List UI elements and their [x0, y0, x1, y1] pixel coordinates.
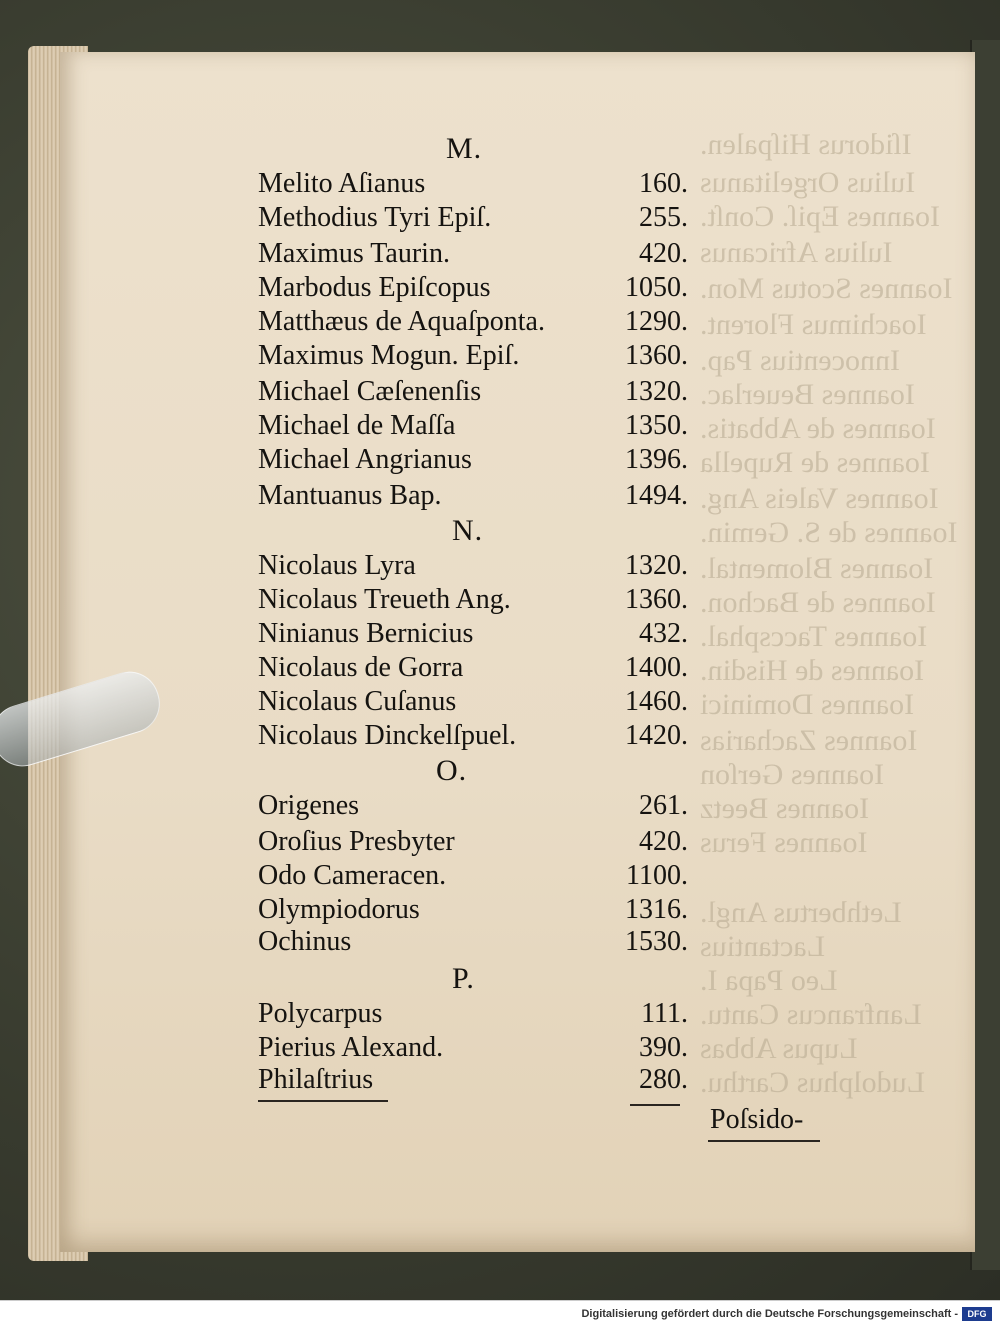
- entry-name: Ochinus: [258, 926, 352, 957]
- index-entry: [258, 790, 688, 824]
- entry-year: 1460.: [625, 686, 688, 717]
- index-entry: [258, 652, 688, 686]
- entry-name: Nicolaus de Gorra: [258, 652, 464, 683]
- catchword-underline: [708, 1140, 820, 1142]
- show-through-text: Iſidorus Hiſpalen. Iulius Orgelitanus Ioannes Epiſ. Conſt. Iulius Africanus Ioannes Scotus Mon. Ioachimus Florent. Innocentius Pap. Ioannes Beuerlac. Ioannes de Abbatis. Ioannes de Rupella Ioannes Valeis Ang. Ioannes de S. Gemin. Ioannes Blomental. Ioannes de Bachon. Ioannes Taccsphal. Ioannes de Hisdin. Ioannes Dominici Ioannes Zacharias Ioannes Gerſon Ioannes Beetz Ioannes Ferus Lethbertus Angl. Lactantius Leo Papa I. Lanfrancus Cantu. Lupus Abbas Ludolphus Carthu.: [700, 128, 958, 1099]
- entry-year: 420.: [639, 238, 688, 269]
- end-rule-left: [258, 1100, 388, 1102]
- section-heading-o: O.: [436, 754, 468, 787]
- entry-name: Polycarpus: [258, 998, 383, 1029]
- entry-year: 1494.: [625, 480, 688, 511]
- entry-year: 1396.: [625, 444, 688, 475]
- end-rule-right: [630, 1104, 680, 1106]
- entry-year: 1320.: [625, 376, 688, 407]
- entry-year: 1290.: [625, 306, 688, 337]
- entry-name: Methodius Tyri Epiſ.: [258, 202, 492, 233]
- entry-name: Philaſtrius: [258, 1064, 374, 1095]
- index-entry: [258, 584, 688, 618]
- index-entry: [258, 1032, 688, 1066]
- entry-name: Ninianus Bernicius: [258, 618, 474, 649]
- index-entry: [258, 168, 688, 202]
- entry-name: Origenes: [258, 790, 360, 821]
- entry-year: 1320.: [625, 550, 688, 581]
- index-entry: [258, 926, 688, 960]
- index-entry: [258, 894, 688, 928]
- index-entry: [258, 860, 688, 894]
- entry-name: Pierius Alexand.: [258, 1032, 444, 1063]
- catchword: Poſsido-: [710, 1104, 804, 1135]
- entry-name: Mantuanus Bap.: [258, 480, 442, 511]
- entry-year: 261.: [639, 790, 688, 821]
- entry-name: Maximus Mogun. Epiſ.: [258, 340, 520, 371]
- section-heading-n: N.: [452, 514, 484, 547]
- entry-name: Matthæus de Aquaſponta.: [258, 306, 545, 337]
- entry-name: Olympiodorus: [258, 894, 420, 925]
- entry-year: 1050.: [625, 272, 688, 303]
- section-heading-m: M.: [446, 132, 483, 165]
- entry-name: Odo Cameracen.: [258, 860, 447, 891]
- index-entry: [258, 480, 688, 514]
- entry-name: Michael Cæſenenſis: [258, 376, 482, 407]
- index-entry: [258, 550, 688, 584]
- index-entry: [258, 618, 688, 652]
- section-heading-p: P.: [452, 962, 475, 995]
- index-entry: [258, 272, 688, 306]
- entry-name: Nicolaus Dinckelſpuel.: [258, 720, 517, 751]
- index-entry: [258, 238, 688, 272]
- index-entry: [258, 826, 688, 860]
- entry-name: Melito Aſianus: [258, 168, 426, 199]
- entry-year: 1400.: [625, 652, 688, 683]
- entry-name: Marbodus Epiſcopus: [258, 272, 491, 303]
- entry-name: Michael Angrianus: [258, 444, 472, 475]
- footer-credit: Digitalisierung gefördert durch die Deutsche Forschungsgemeinschaft -: [581, 1308, 958, 1320]
- index-entry: [258, 686, 688, 720]
- entry-year: 432.: [639, 618, 688, 649]
- digitization-footer: [0, 1300, 1000, 1327]
- entry-year: 1360.: [625, 584, 688, 615]
- entry-year: 1316.: [625, 894, 688, 925]
- entry-name: Nicolaus Cuſanus: [258, 686, 457, 717]
- index-entry: [258, 444, 688, 478]
- entry-year: 111.: [641, 998, 688, 1029]
- entry-name: Nicolaus Lyra: [258, 550, 416, 581]
- entry-name: Maximus Taurin.: [258, 238, 450, 269]
- index-entry: [258, 998, 688, 1032]
- entry-name: Michael de Maſſa: [258, 410, 456, 441]
- entry-name: Oroſius Presbyter: [258, 826, 455, 857]
- entry-year: 255.: [639, 202, 688, 233]
- entry-year: 1100.: [626, 860, 688, 891]
- entry-year: 1420.: [625, 720, 688, 751]
- index-entry: [258, 720, 688, 754]
- index-entry: [258, 376, 688, 410]
- entry-year: 280.: [639, 1064, 688, 1095]
- index-entry: [258, 410, 688, 444]
- index-entry: [258, 306, 688, 340]
- index-entry: [258, 340, 688, 374]
- entry-year: 1530.: [625, 926, 688, 957]
- dfg-logo: DFG: [962, 1307, 992, 1321]
- entry-year: 1360.: [625, 340, 688, 371]
- entry-year: 1350.: [625, 410, 688, 441]
- entry-name: Nicolaus Treueth Ang.: [258, 584, 511, 615]
- index-entry: [258, 1064, 688, 1098]
- entry-year: 420.: [639, 826, 688, 857]
- index-entry: [258, 202, 688, 236]
- entry-year: 160.: [639, 168, 688, 199]
- entry-year: 390.: [639, 1032, 688, 1063]
